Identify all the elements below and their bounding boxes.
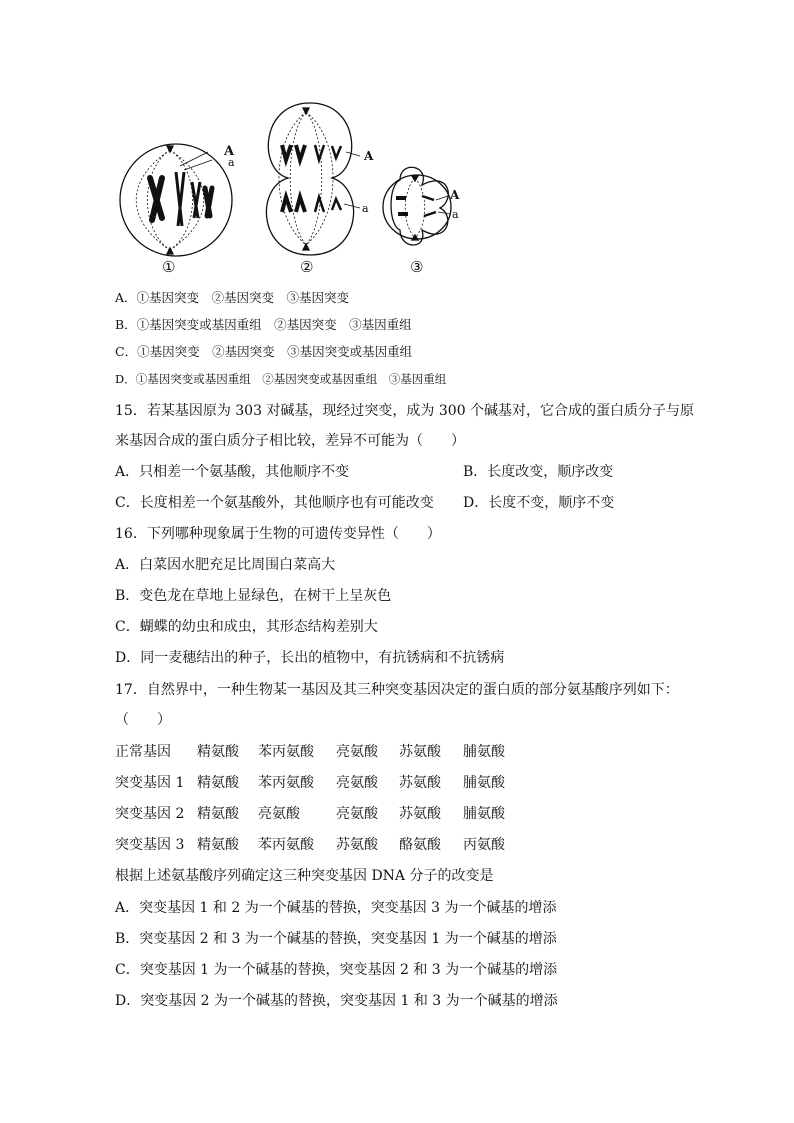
table-cell: 苏氨酸 <box>336 837 378 853</box>
gene-label-a-cell2: a <box>362 202 369 215</box>
q15-stem-line1: 15．若某基因原为 303 对碱基，现经过突变，成为 300 个碱基对，它合成的蛋白质分子与原 <box>115 403 695 419</box>
q16-option-b: B．变色龙在草地上显绿色，在树干上呈灰色 <box>115 588 392 604</box>
table-cell: 苏氨酸 <box>399 775 441 791</box>
q16-option-d: D．同一麦穗结出的种子，长出的植物中，有抗锈病和不抗锈病 <box>115 650 505 666</box>
figure-label-2: ② <box>300 258 314 276</box>
q16-stem: 16．下列哪种现象属于生物的可遗传变异性（ ） <box>115 526 441 542</box>
q17-stem-line1: 17．自然界中，一种生物某一基因及其三种突变基因决定的蛋白质的部分氨基酸序列如下： <box>115 682 679 698</box>
q17-option-a: A．突变基因 1 和 2 为一个碱基的替换，突变基因 3 为一个碱基的增添 <box>115 900 557 916</box>
q16-option-c: C．蝴蝶的幼虫和成虫，其形态结构差别大 <box>115 619 378 635</box>
q14-option-b: B．①基因突变或基因重组 ②基因突变 ③基因重组 <box>115 317 412 332</box>
table-cell: 亮氨酸 <box>336 806 378 822</box>
table-cell: 苯丙氨酸 <box>258 744 314 760</box>
table-cell: 苏氨酸 <box>399 806 441 822</box>
q17-stem-line2: （ ） <box>115 712 171 728</box>
cell-3-drawing <box>383 167 451 245</box>
table-cell: 苯丙氨酸 <box>258 837 314 853</box>
gene-label-A-cell3: A <box>450 188 460 202</box>
table-cell: 苏氨酸 <box>399 744 441 760</box>
q17-option-c: C．突变基因 1 为一个碱基的替换，突变基因 2 和 3 为一个碱基的增添 <box>115 962 558 978</box>
q17-option-d: D．突变基因 2 为一个碱基的替换，突变基因 1 和 3 为一个碱基的增添 <box>115 993 558 1009</box>
cell-diagrams <box>110 100 480 280</box>
q14-option-a: A．①基因突变 ②基因突变 ③基因突变 <box>115 290 350 305</box>
table-cell: 脯氨酸 <box>463 744 505 760</box>
table-cell: 亮氨酸 <box>258 806 300 822</box>
q15-option-a: A．只相差一个氨基酸，其他顺序不变 <box>115 464 350 480</box>
cell-2-drawing <box>266 103 360 255</box>
row-name: 突变基因 1 <box>115 775 185 791</box>
q15-option-d: D．长度不变，顺序不变 <box>463 495 615 511</box>
table-cell: 丙氨酸 <box>463 837 505 853</box>
figure-label-3: ③ <box>410 258 424 276</box>
cell-division-figure <box>110 100 480 280</box>
q16-option-a: A．白菜因水肥充足比周围白菜高大 <box>115 557 336 573</box>
table-cell: 脯氨酸 <box>463 775 505 791</box>
table-cell: 酪氨酸 <box>399 837 441 853</box>
figure-label-1: ① <box>162 258 176 276</box>
q15-option-b: B．长度改变，顺序改变 <box>463 464 614 480</box>
row-name: 正常基因 <box>115 744 171 760</box>
q15-stem-line2: 来基因合成的蛋白质分子相比较，差异不可能为（ ） <box>115 433 465 449</box>
q14-option-c: C．①基因突变 ②基因突变 ③基因突变或基因重组 <box>115 344 413 359</box>
table-cell: 苯丙氨酸 <box>258 775 314 791</box>
gene-label-A-cell2: A <box>364 149 374 163</box>
row-name: 突变基因 3 <box>115 837 185 853</box>
table-cell: 精氨酸 <box>197 744 239 760</box>
q14-option-d: D．①基因突变或基因重组 ②基因突变或基因重组 ③基因重组 <box>115 372 447 386</box>
q15-option-c: C．长度相差一个氨基酸外，其他顺序也有可能改变 <box>115 495 434 511</box>
table-cell: 脯氨酸 <box>463 806 505 822</box>
gene-label-A-cell1: A <box>224 144 235 159</box>
q17-option-b: B．突变基因 2 和 3 为一个碱基的替换，突变基因 1 为一个碱基的增添 <box>115 931 557 947</box>
table-cell: 精氨酸 <box>197 775 239 791</box>
cell-1-drawing <box>120 144 232 256</box>
table-cell: 精氨酸 <box>197 837 239 853</box>
table-cell: 亮氨酸 <box>336 775 378 791</box>
gene-label-a-cell3: a <box>452 208 459 221</box>
row-name: 突变基因 2 <box>115 806 185 822</box>
gene-label-a-cell1: a <box>228 156 235 169</box>
table-cell: 亮氨酸 <box>336 744 378 760</box>
table-cell: 精氨酸 <box>197 806 239 822</box>
q17-conclusion: 根据上述氨基酸序列确定这三种突变基因 DNA 分子的改变是 <box>115 868 494 884</box>
